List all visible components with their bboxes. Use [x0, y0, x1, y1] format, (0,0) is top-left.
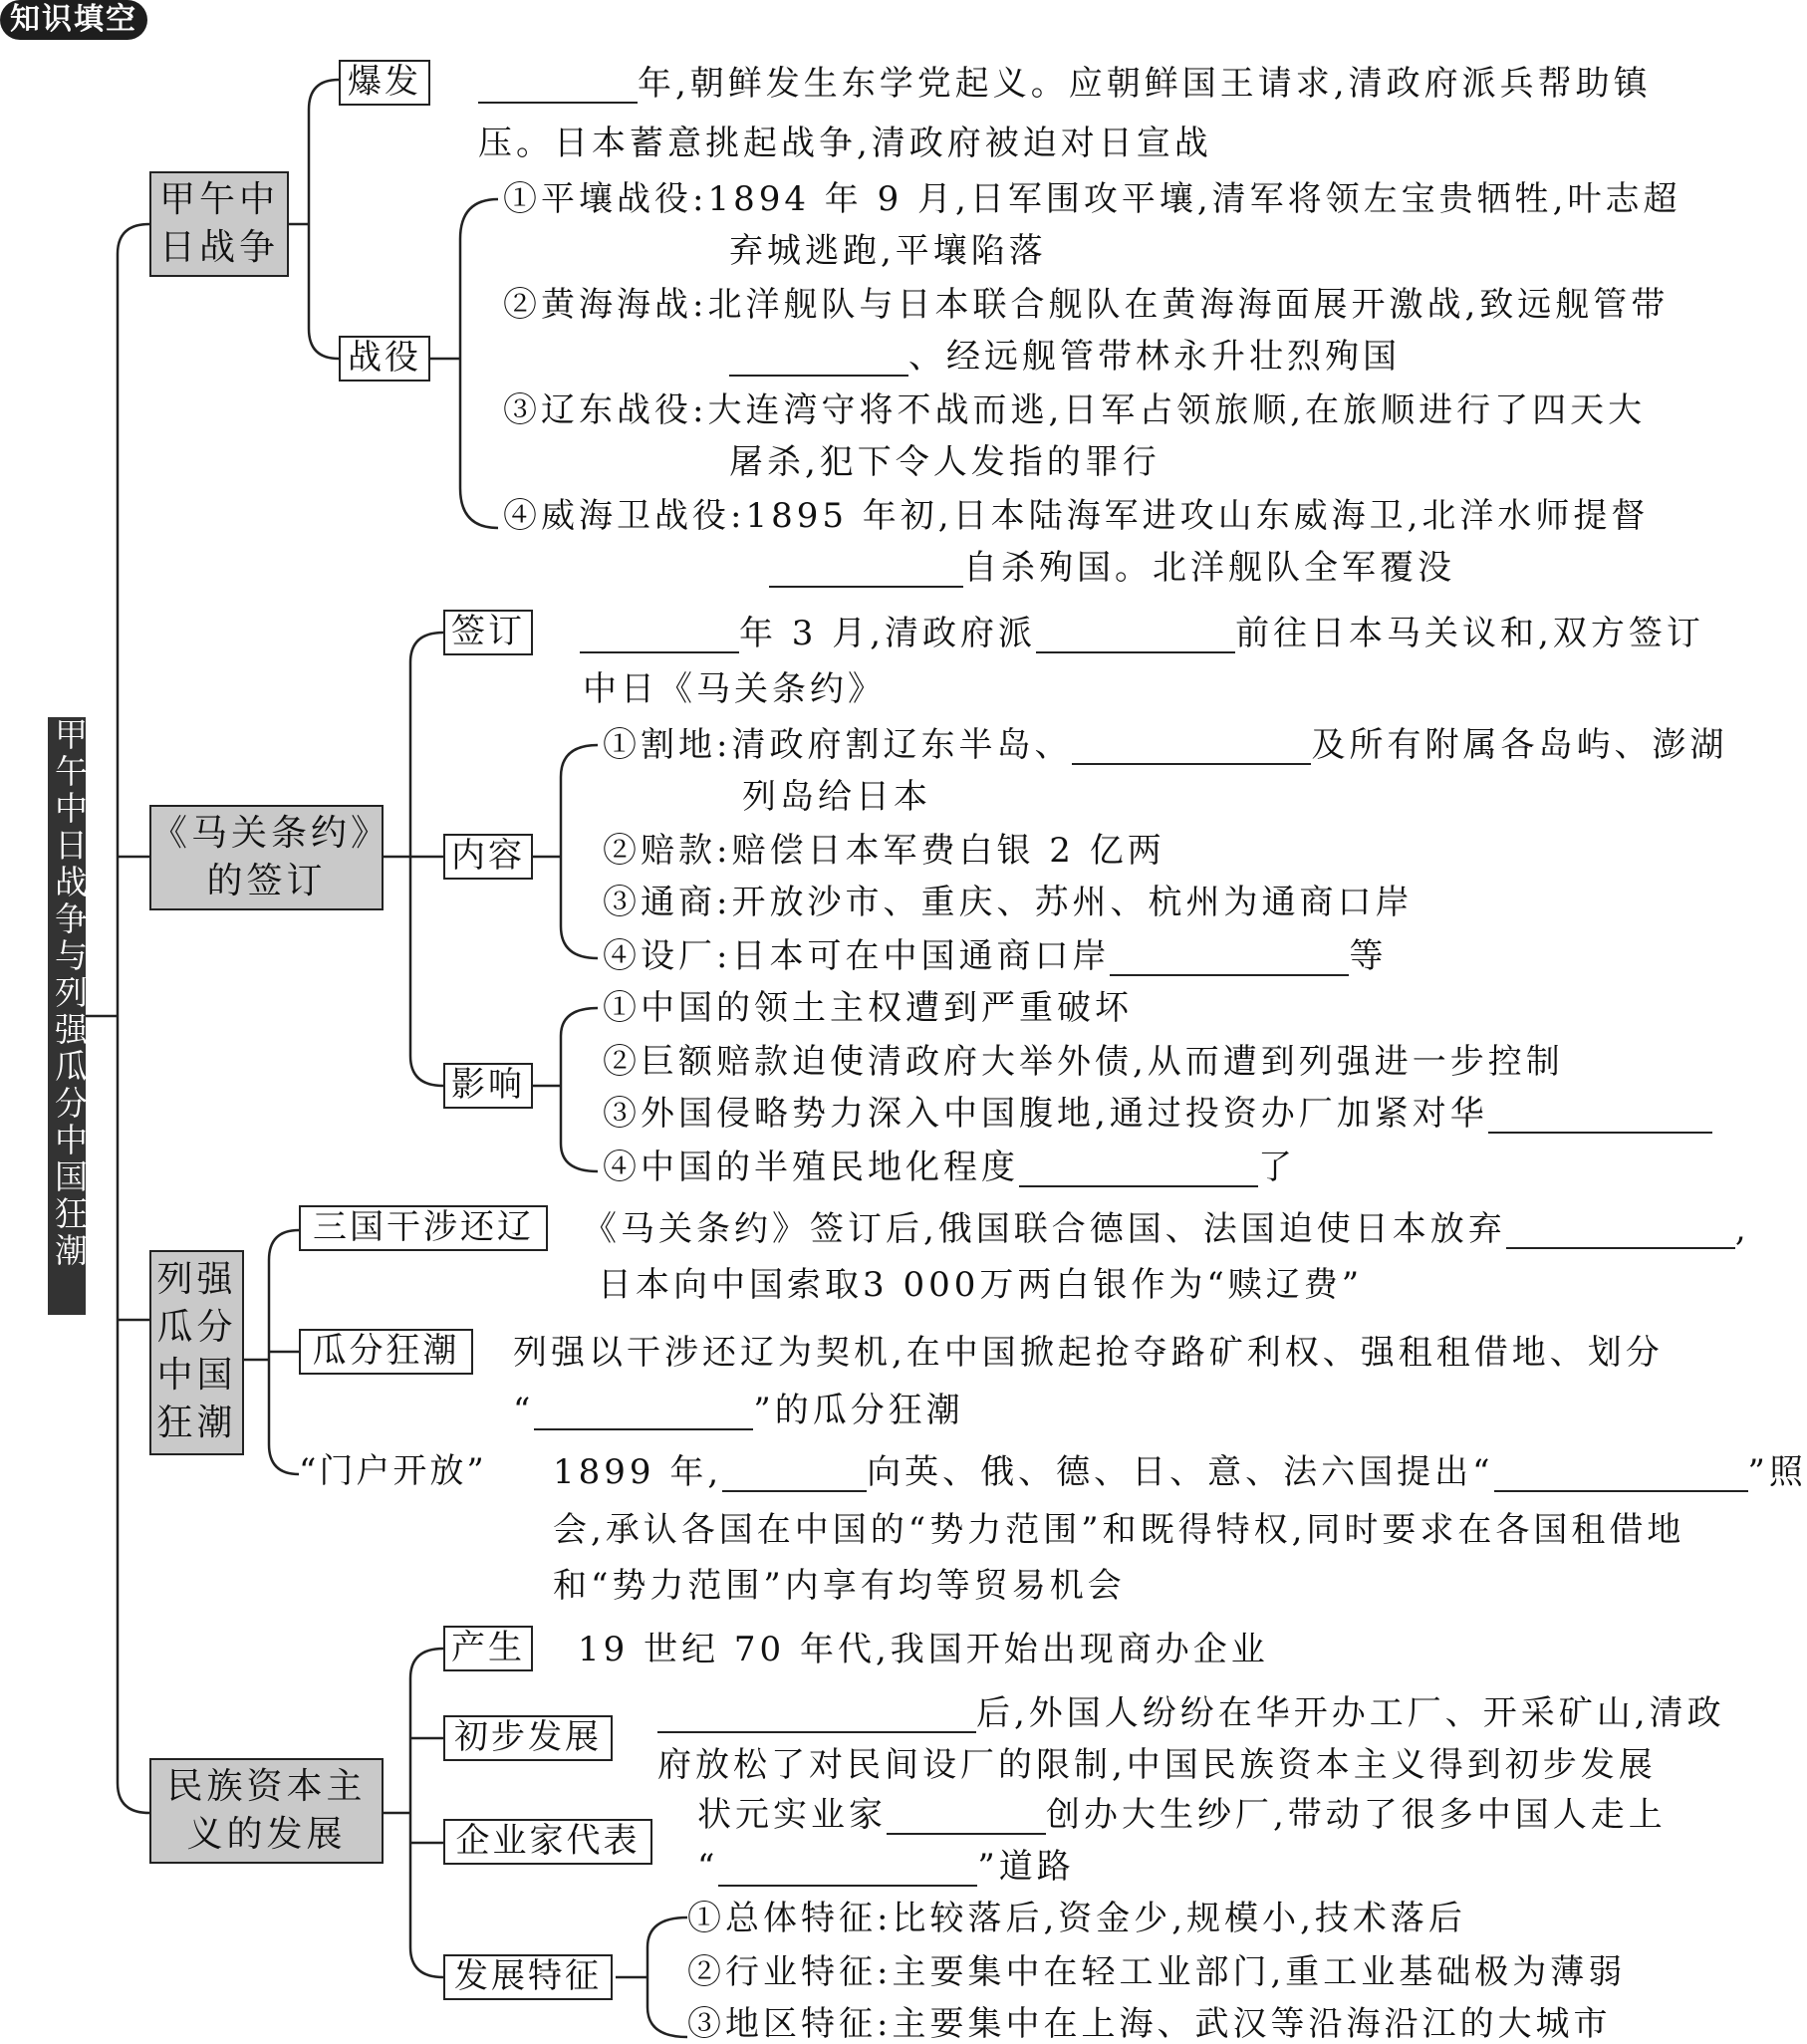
- content-cede-land-line-2: 列岛给日本: [742, 777, 931, 817]
- section-partition-title: [149, 1250, 244, 1455]
- section-title-line: 狂潮: [156, 1403, 237, 1443]
- blank-input[interactable]: [1072, 729, 1311, 765]
- label-initial-development: 初步发展: [443, 1715, 613, 1761]
- open-door-line-3: 和“势力范围”内享有均等贸易机会: [553, 1566, 1126, 1606]
- content-factories: ④设厂:日本可在中国通商口岸 等: [603, 936, 1388, 976]
- section-title-line: 中国: [156, 1355, 237, 1396]
- section-jiawu-war-title: [149, 171, 289, 277]
- label-content: 内容: [443, 834, 533, 880]
- section-national-capitalism-title: [149, 1758, 384, 1864]
- blank-input[interactable]: [1036, 618, 1235, 653]
- feature-industry: ②行业特征:主要集中在轻工业部门,重工业基础极为薄弱: [687, 1952, 1627, 1992]
- label-partition-frenzy: 瓜分狂潮: [299, 1329, 473, 1375]
- origin-text: 19 世纪 70 年代,我国开始出现商办企业: [578, 1630, 1269, 1669]
- label-impact: 影响: [443, 1063, 533, 1109]
- section-title-line: 日战争: [158, 227, 279, 268]
- impact-item-1: ①中国的领土主权遭到严重破坏: [603, 988, 1133, 1028]
- blank-input[interactable]: [580, 618, 739, 653]
- section-title-line: 瓜分: [156, 1307, 237, 1348]
- main-title-vertical: [48, 717, 89, 1315]
- battle-liaodong-line-2: 屠杀,犯下令人发指的罪行: [729, 442, 1161, 482]
- blank-input[interactable]: [729, 341, 908, 377]
- blank-input[interactable]: [1110, 940, 1349, 976]
- section-title-line: 民族资本主: [166, 1766, 367, 1807]
- label-development-features: 发展特征: [443, 1954, 613, 2000]
- signing-line-2: 中日《马关条约》: [583, 669, 886, 709]
- entrepreneur-line-1: 状元实业家 创办大生纱厂,带动了很多中国人走上: [697, 1795, 1667, 1835]
- blank-input[interactable]: [478, 68, 638, 104]
- blank-input[interactable]: [718, 1851, 977, 1887]
- section-header-badge: 知识填空: [0, 0, 147, 40]
- blank-input[interactable]: [657, 1697, 976, 1733]
- battle-weihaiwei-line-1: ④威海卫战役:1895 年初,日本陆海军进攻山东威海卫,北洋水师提督: [503, 496, 1650, 536]
- signing-line-1: 年 3 月,清政府派 前往日本马关议和,双方签订: [580, 614, 1704, 653]
- section-shimonoseki-title: [149, 805, 391, 910]
- open-door-line-2: 会,承认各国在中国的“势力范围”和既得特权,同时要求在各国租借地: [553, 1510, 1685, 1550]
- section-title-line: 的签订: [206, 861, 327, 901]
- section-title-line: 列强: [156, 1259, 237, 1300]
- section-title-line: 甲午中: [158, 179, 279, 220]
- battle-pyongyang-line-2: 弃城逃跑,平壤陷落: [729, 231, 1047, 271]
- content-cede-land-line-1: ①割地:清政府割辽东半岛、 及所有附属各岛屿、澎湖: [603, 725, 1728, 765]
- section-title-line: 《马关条约》: [151, 813, 391, 854]
- label-origin: 产生: [443, 1626, 533, 1671]
- intervention-line-2: 日本向中国索取3 000万两白银作为“赎辽费”: [598, 1265, 1364, 1305]
- impact-item-3: ③外国侵略势力深入中国腹地,通过投资办厂加紧对华: [603, 1094, 1712, 1134]
- blank-input[interactable]: [534, 1395, 753, 1430]
- blank-input[interactable]: [722, 1456, 867, 1492]
- impact-item-4: ④中国的半殖民地化程度 了: [603, 1148, 1296, 1187]
- blank-input[interactable]: [1506, 1213, 1735, 1249]
- entrepreneur-line-2: “ ”道路: [697, 1847, 1075, 1887]
- label-signing: 签订: [443, 610, 533, 655]
- blank-input[interactable]: [887, 1799, 1046, 1835]
- intervention-line-1: 《马关条约》签订后,俄国联合德国、法国迫使日本放弃 ,: [583, 1209, 1750, 1249]
- partition-line-2: “ ”的瓜分狂潮: [513, 1391, 964, 1430]
- battle-yellowsea-line-1: ②黄海海战:北洋舰队与日本联合舰队在黄海海面展开激战,致远舰管带: [503, 285, 1670, 325]
- label-entrepreneur: 企业家代表: [443, 1819, 652, 1865]
- battle-liaodong-line-1: ③辽东战役:大连湾守将不战而逃,日军占领旅顺,在旅顺进行了四天大: [503, 390, 1647, 430]
- blank-input[interactable]: [769, 552, 963, 588]
- partition-line-1: 列强以干涉还辽为契机,在中国掀起抢夺路矿利权、强租租借地、划分: [513, 1333, 1664, 1373]
- label-open-door: “门户开放”: [299, 1451, 513, 1497]
- main-title-text: 甲午中日战争与列强瓜分中国狂潮: [50, 717, 89, 1270]
- feature-overall: ①总体特征:比较落后,资金少,规模小,技术落后: [687, 1899, 1466, 1938]
- content-trade-ports: ③通商:开放沙市、重庆、苏州、杭州为通商口岸: [603, 883, 1414, 922]
- battle-weihaiwei-line-2: 自杀殉国。北洋舰队全军覆没: [769, 548, 1455, 588]
- feature-region: ③地区特征:主要集中在上海、武汉等沿海沿江的大城市: [687, 2004, 1612, 2044]
- impact-item-2: ②巨额赔款迫使清政府大举外债,从而遭到列强进一步控制: [603, 1042, 1564, 1082]
- open-door-line-1: 1899 年, 向英、俄、德、日、意、法六国提出“ ”照: [553, 1452, 1807, 1492]
- label-battles: 战役: [339, 336, 430, 382]
- blank-input[interactable]: [1494, 1456, 1748, 1492]
- outbreak-line-1: 年,朝鲜发生东学党起义。应朝鲜国王请求,清政府派兵帮助镇: [478, 64, 1652, 104]
- content-indemnity: ②赔款:赔偿日本军费白银 2 亿两: [603, 831, 1165, 871]
- battle-yellowsea-line-2: 、经远舰管带林永升壮烈殉国: [729, 337, 1401, 377]
- blank-input[interactable]: [1488, 1098, 1712, 1134]
- section-title-line: 义的发展: [186, 1814, 347, 1855]
- outbreak-line-2: 压。日本蓄意挑起战争,清政府被迫对日宣战: [478, 124, 1212, 163]
- label-triple-intervention: 三国干涉还辽: [299, 1205, 548, 1251]
- initial-development-line-1: 后,外国人纷纷在华开办工厂、开采矿山,清政: [657, 1693, 1725, 1733]
- battle-pyongyang-line-1: ①平壤战役:1894 年 9 月,日军围攻平壤,清军将领左宝贵牺牲,叶志超: [503, 179, 1681, 219]
- initial-development-line-2: 府放松了对民间设厂的限制,中国民族资本主义得到初步发展: [657, 1745, 1657, 1785]
- blank-input[interactable]: [1019, 1151, 1258, 1187]
- label-outbreak: 爆发: [339, 60, 430, 106]
